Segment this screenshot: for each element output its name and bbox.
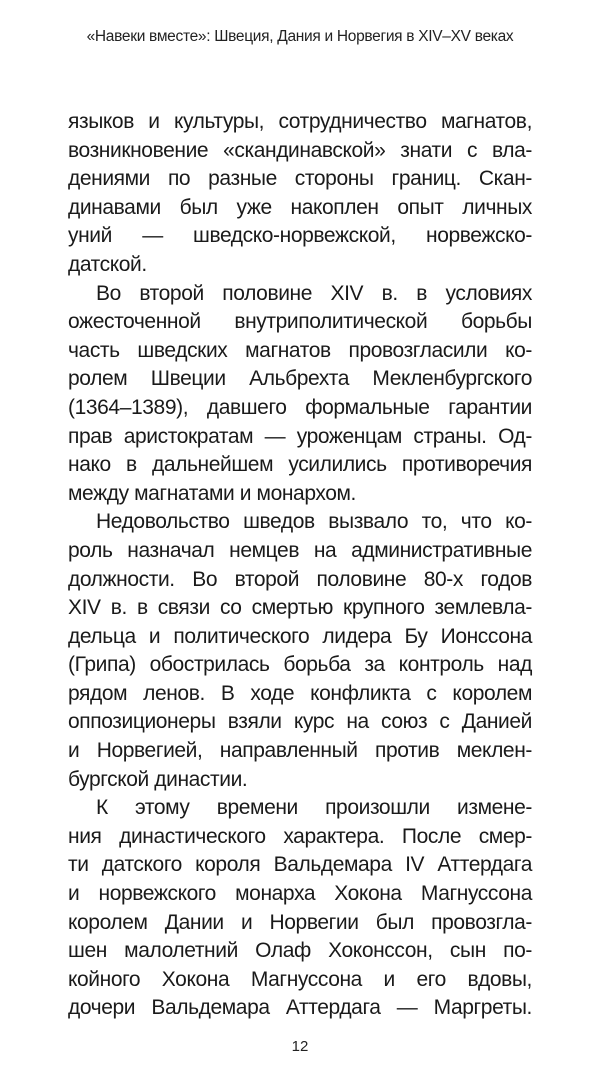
- text-line: королем Дании и Норвегии был провозгла-: [68, 910, 532, 934]
- text-line: языков и культуры, сотрудничество магнатов,: [68, 110, 532, 133]
- text-line: (1364–1389), давшего формальные гарантии: [68, 395, 532, 419]
- text-line: часть шведских магнатов провозгласили ко-: [68, 338, 532, 362]
- text-line: роль назначал немцев на административные: [68, 538, 532, 562]
- text-line: и Норвегией, направленный против меклен-: [68, 739, 532, 763]
- text-line: уний — шведско-норвежской, норвежско-: [68, 224, 532, 248]
- text-line: ния династического характера. После смер-: [68, 824, 532, 848]
- text-line: дельца и политического лидера Бу Ионссона: [68, 624, 532, 648]
- text-line: дениями по разные стороны границ. Скан-: [68, 167, 532, 191]
- text-line: рядом ленов. В ходе конфликта с королем: [68, 681, 532, 705]
- text-line: Недовольство шведов вызвало то, что ко-: [96, 510, 532, 534]
- text-line: и норвежского монарха Хокона Магнуссона: [68, 882, 532, 906]
- text-line: К этому времени произошли измене-: [96, 796, 532, 820]
- text-line: Во второй половине XIV в. в условиях: [96, 281, 532, 305]
- page-number: 12: [291, 1038, 309, 1055]
- text-line: оппозиционеры взяли курс на союз с Данией: [68, 710, 532, 734]
- text-line: возникновение «скандинавской» знати с вла-: [68, 138, 532, 162]
- text-line: XIV в. в связи со смертью крупного землевла-: [68, 596, 532, 620]
- text-line: ролем Швеции Альбрехта Мекленбургского: [68, 367, 532, 391]
- text-line: датской.: [68, 252, 147, 276]
- text-line: бургской династии.: [68, 767, 248, 791]
- text-line: прав аристократам — уроженцам страны. Од-: [68, 424, 532, 448]
- text-line: динавами был уже накоплен опыт личных: [68, 195, 532, 219]
- body-text: [68, 108, 532, 1023]
- text-line: должности. Во второй половине 80-х годов: [68, 567, 532, 591]
- paragraph: [68, 280, 532, 509]
- text-line: шен малолетний Олаф Хоконссон, сын по-: [68, 939, 532, 963]
- text-line: ожесточенной внутриполитической борьбы: [68, 310, 532, 334]
- text-line: (Грипа) обострилась борьба за контроль над: [68, 653, 532, 677]
- text-line: койного Хокона Магнуссона и его вдовы,: [68, 967, 532, 991]
- running-header: «Навеки вместе»: Швеция, Дания и Норвегия в XIV–XV веках: [86, 28, 514, 45]
- text-line: ти датского короля Вальдемара IV Аттердага: [68, 853, 532, 877]
- text-line: дочери Вальдемара Аттердага — Маргреты.: [68, 996, 532, 1020]
- paragraph: [68, 108, 532, 280]
- text-line: между магнатами и монархом.: [68, 481, 356, 505]
- text-line: нако в дальнейшем усилились противоречия: [68, 453, 532, 477]
- paragraph: [68, 794, 532, 1023]
- paragraph: [68, 508, 532, 794]
